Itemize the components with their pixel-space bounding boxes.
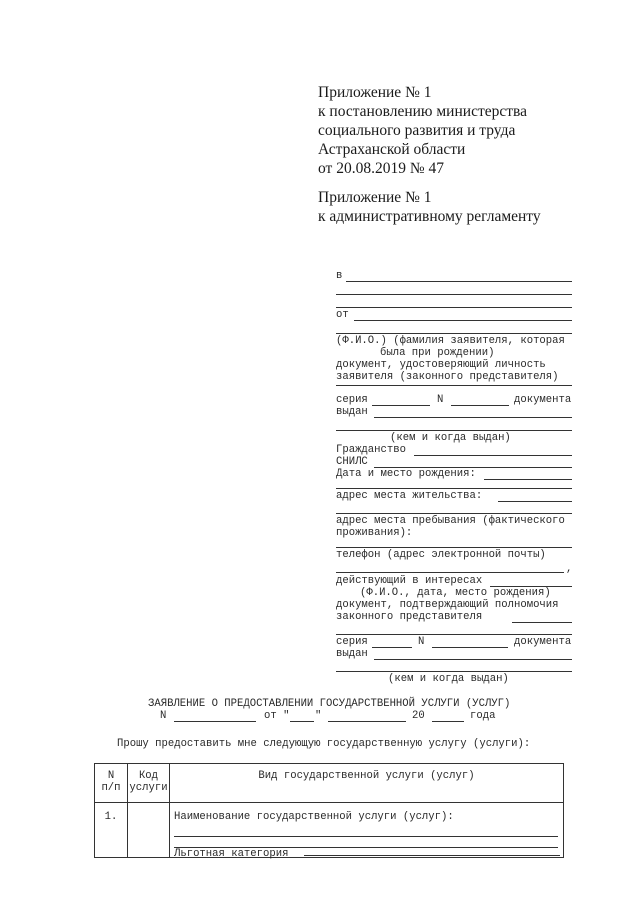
row-number: 1. — [104, 811, 118, 823]
series-label: серия — [336, 394, 368, 406]
number-label: N — [437, 394, 444, 406]
column-header-service-type — [170, 764, 564, 803]
stay-address-label-2: проживания): — [336, 527, 413, 539]
birth-field[interactable] — [484, 479, 572, 480]
id-document-label-2: заявителя (законного представителя) — [336, 371, 559, 383]
appendix-title: Приложение № 1 — [318, 84, 432, 101]
application-year-prefix: 20 — [412, 710, 425, 722]
service-details-cell — [170, 803, 564, 858]
services-table — [94, 763, 564, 858]
to-label: в — [336, 270, 343, 282]
application-month-field[interactable] — [328, 721, 406, 722]
application-date-label: от " — [264, 710, 290, 722]
regulation-reference: к административному регламенту — [318, 208, 541, 225]
residence-field[interactable] — [498, 501, 572, 502]
id-document-label: документ, удостоверяющий личность — [336, 359, 546, 371]
authority-document-field-line-2[interactable] — [336, 634, 572, 635]
birth-field-line-2[interactable] — [336, 488, 572, 489]
table-header-row — [95, 764, 564, 803]
residence-label: адрес места жительства: — [336, 490, 483, 502]
number-label-2: N — [418, 636, 425, 648]
ruling-date: от 20.08.2019 № 47 — [318, 160, 444, 177]
issued-field[interactable] — [374, 417, 572, 418]
from-field-line-2[interactable] — [336, 333, 572, 334]
service-name-label: Наименование государственной услуги (услуг): — [174, 811, 454, 823]
citizenship-field[interactable] — [414, 455, 572, 456]
column-header-number-line-1: N — [107, 770, 115, 782]
column-header-service-type-label: Вид государственной услуги (услуг) — [258, 770, 475, 782]
birth-label: Дата и место рождения: — [336, 468, 476, 480]
issued-label-2: выдан — [336, 648, 368, 660]
stay-address-label: адрес места пребывания (фактического — [336, 515, 565, 527]
id-document-field[interactable] — [336, 385, 572, 386]
benefit-category-field[interactable] — [304, 855, 560, 856]
residence-field-line-2[interactable] — [336, 513, 572, 514]
request-text: Прошу предоставить мне следующую государственную услугу (услуги): — [117, 738, 531, 750]
phone-field[interactable] — [336, 572, 564, 573]
column-header-code — [128, 764, 170, 803]
application-year-field[interactable] — [432, 721, 464, 722]
issued-field-2[interactable] — [374, 659, 572, 660]
acting-label: действующий в интересах — [336, 575, 483, 587]
issued-field-2-line-2[interactable] — [336, 671, 572, 672]
column-header-code-line-1: Код — [138, 770, 159, 782]
column-header-number-line-2: п/п — [101, 782, 121, 794]
authority-document-label-2: законного представителя — [336, 611, 483, 623]
row-number-cell — [95, 803, 128, 858]
benefit-category-label: Льготная категория — [174, 848, 289, 860]
column-header-number — [95, 764, 128, 803]
application-number-field[interactable] — [174, 721, 256, 722]
application-close-quote: " — [315, 710, 322, 722]
fio-hint-2: была при рождении) — [380, 347, 495, 359]
application-title: ЗАЯВЛЕНИЕ О ПРЕДОСТАВЛЕНИИ ГОСУДАРСТВЕННОЙ УСЛУГИ (УСЛУГ) — [148, 698, 511, 710]
application-number-label: N — [160, 710, 167, 722]
snils-label: СНИЛС — [336, 456, 368, 468]
issued-hint: (кем и когда выдан) — [390, 432, 511, 444]
document-word-2: документа — [514, 636, 572, 648]
phone-comma: , — [566, 563, 573, 575]
application-year-word: года — [470, 710, 496, 722]
representative-hint: (Ф.И.О., дата, место рождения) — [360, 587, 551, 599]
to-field-line-2[interactable] — [336, 294, 572, 295]
appendix-title-2: Приложение № 1 — [318, 189, 432, 206]
from-label: от — [336, 309, 349, 321]
fio-hint: (Ф.И.О.) (фамилия заявителя, которая — [336, 335, 565, 347]
number-field[interactable] — [451, 405, 509, 406]
from-field[interactable] — [354, 320, 572, 321]
series-label-2: серия — [336, 636, 368, 648]
ruling-line-2: социального развития и труда — [318, 122, 516, 139]
issued-label: выдан — [336, 406, 368, 418]
issued-hint-2: (кем и когда выдан) — [388, 673, 509, 685]
ruling-line-3: Астраханской области — [318, 141, 466, 158]
document-word: документа — [514, 394, 572, 406]
table-row — [95, 803, 564, 858]
phone-label: телефон (адрес электронной почты) — [336, 549, 546, 561]
number-field-2[interactable] — [432, 647, 508, 648]
series-field[interactable] — [372, 405, 430, 406]
ruling-line-1: к постановлению министерства — [318, 103, 528, 120]
to-field[interactable] — [346, 281, 572, 282]
application-day-field[interactable] — [290, 721, 314, 722]
issued-field-line-2[interactable] — [336, 430, 572, 431]
authority-document-field[interactable] — [512, 622, 572, 623]
series-field-2[interactable] — [372, 647, 412, 648]
service-code-cell[interactable] — [128, 803, 170, 858]
authority-document-label: документ, подтверждающий полномочия — [336, 599, 559, 611]
to-field-line-3[interactable] — [336, 307, 572, 308]
citizenship-label: Гражданство — [336, 444, 406, 456]
service-name-field[interactable] — [174, 836, 558, 837]
column-header-code-line-2: услуги — [129, 782, 168, 794]
stay-address-field[interactable] — [336, 547, 572, 548]
